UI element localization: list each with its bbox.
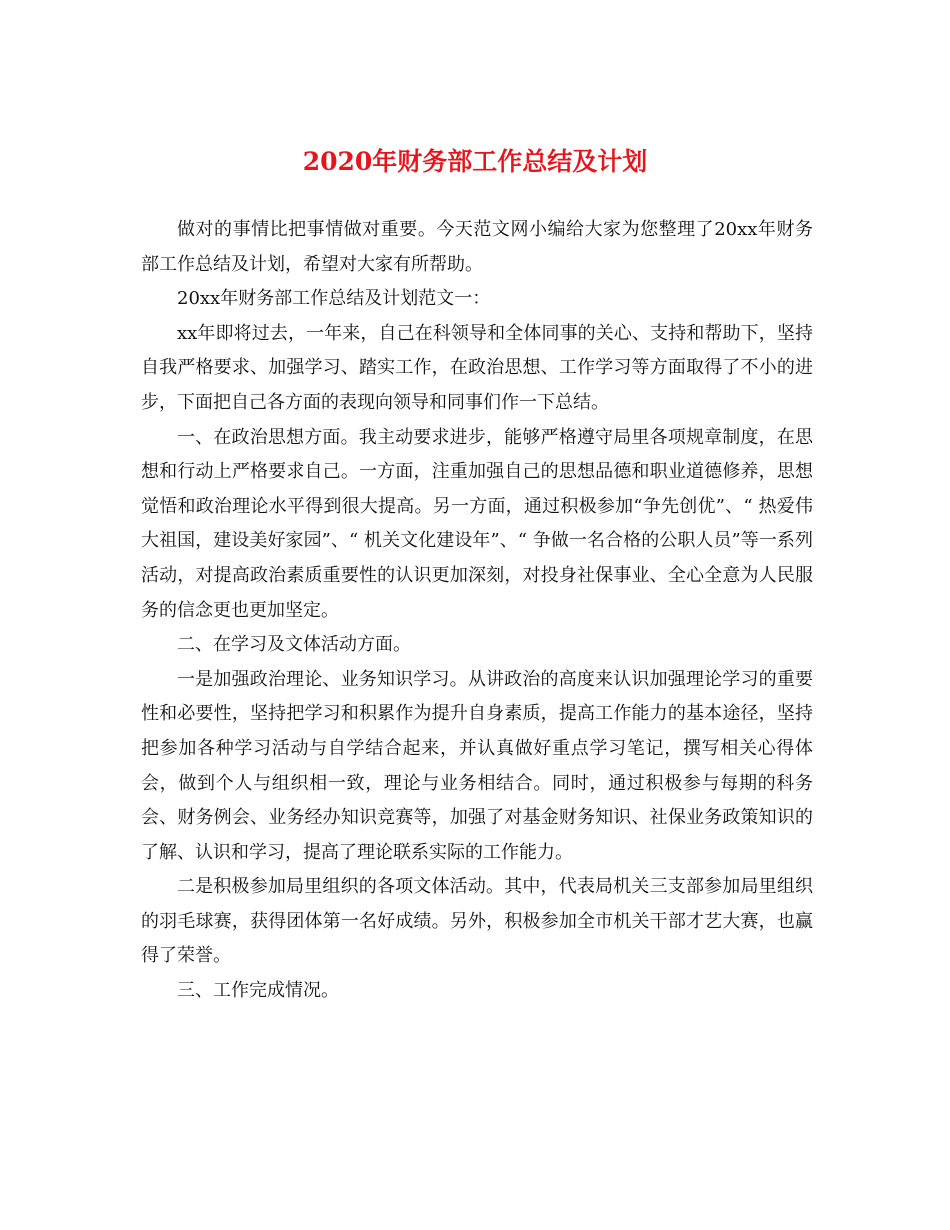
document-body [141,213,813,1009]
paragraph-sample-heading: 20xx年财务部工作总结及计划范文一： [177,288,491,310]
paragraph-cultural-activities: 二是积极参加局里组织的各项文体活动。其中，代表局机关三支部参加局里组织的羽毛球赛，获得团体第一名好成绩。另外，积极参加全市机关干部才艺大赛，也赢得了荣誉。 [141,876,813,967]
paragraph-intro: 做对的事情比把事情做对重要。今天范文网小编给大家为您整理了20xx年财务部工作总结及计划，希望对大家有所帮助。 [141,219,813,275]
section-heading-work-completion: 三、工作完成情况。 [177,980,339,1002]
paragraph-summary-opening: xx年即将过去，一年来，自己在科领导和全体同事的关心、支持和帮助下，坚持自我严格要求、加强学习、踏实工作，在政治思想、工作学习等方面取得了不小的进步，下面把自己各方面的表现向领导和同事们作一下总结。 [141,322,813,413]
section-heading-study-activities: 二、在学习及文体活动方面。 [177,634,411,656]
document-title: 2020年财务部工作总结及计划 [302,147,648,176]
paragraph-study: 一是加强政治理论、业务知识学习。从讲政治的高度来认识加强理论学习的重要性和必要性，坚持把学习和积累作为提升自身素质，提高工作能力的基本途径，坚持把参加各种学习活动与自学结合起来，并认真做好重点学习笔记，撰写相关心得体会，做到个人与组织相一致，理论与业务相结合。同时，通过积极参与每期的科务会、财务例会、业务经办知识竞赛等，加强了对基金财务知识、社保业务政策知识的了解、认识和学习，提高了理论联系实际的工作能力。 [141,668,813,863]
paragraph-political-thought: 一、在政治思想方面。我主动要求进步，能够严格遵守局里各项规章制度，在思想和行动上严格要求自己。一方面，注重加强自己的思想品德和职业道德修养，思想觉悟和政治理论水平得到很大提高。另一方面，通过积极参加“争先创优”、“ 热爱伟大祖国，建设美好家园”、“ 机关文化建设年”、“ 争做一名合格的公职人员”等一系列活动，对提高政治素质重要性的认识更加深刻，对投身社保事业、全心全意为人民服务的信念更也更加坚定。 [141,426,813,621]
